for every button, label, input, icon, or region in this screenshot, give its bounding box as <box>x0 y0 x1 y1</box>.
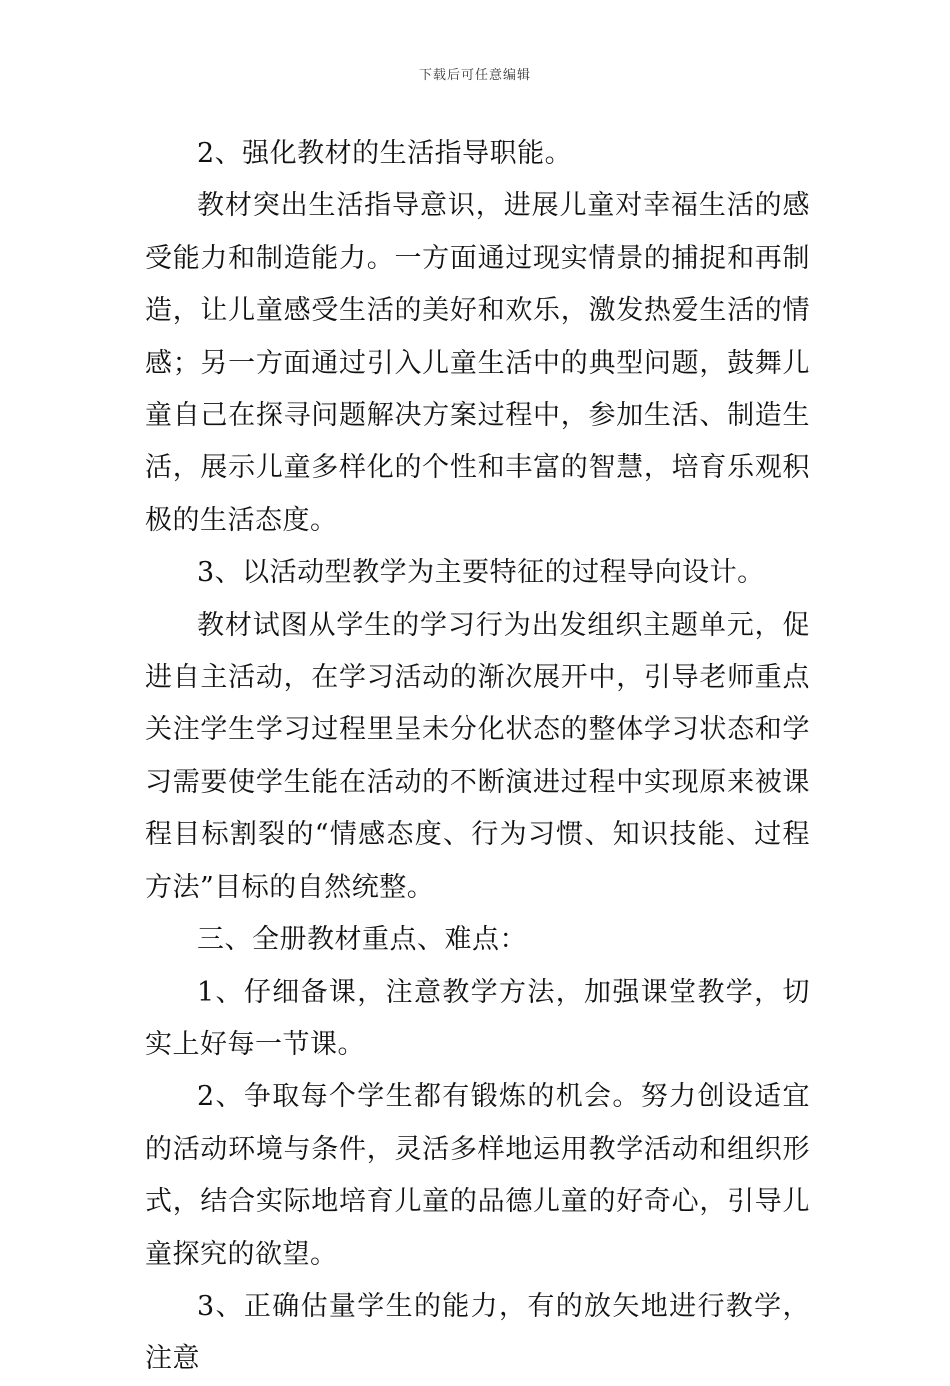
list-item-3: 3、正确估量学生的能力，有的放矢地进行教学，注意 <box>145 1290 810 1375</box>
page-header: 下载后可任意编辑 <box>418 68 531 83</box>
paragraph-heading-2: 2、强化教材的生活指导职能。 <box>197 138 573 169</box>
paragraph-body-1: 教材突出生活指导意识，进展儿童对幸福生活的感受能力和制造能力。一方面通过现实情景的捕捉和再制造，让儿童感受生活的美好和欢乐，激发热爱生活的情感；另一方面通过引入儿童生活中的典型问题，鼓舞儿童自己在探寻问题解决方案过程中，参加生活、制造生活，展示儿童多样化的个性和丰富的智慧，培育乐观积极的生活态度。 <box>145 190 810 536</box>
list-item-2: 2、争取每个学生都有锻炼的机会。努力创设适宜的活动环境与条件，灵活多样地运用教学活动和组织形式，结合实际地培育儿童的品德儿童的好奇心，引导儿童探究的欲望。 <box>145 1081 810 1270</box>
paragraph-body-2: 教材试图从学生的学习行为出发组织主题单元，促进自主活动，在学习活动的渐次展开中，引导老师重点关注学生学习过程里呈未分化状态的整体学习状态和学习需要使学生能在活动的不断演进过程中实现原来被课程目标割裂的“情感态度、行为习惯、知识技能、过程方法”目标的自然统整。 <box>145 609 810 903</box>
list-item-1: 1、仔细备课，注意教学方法，加强课堂教学，切实上好每一节课。 <box>145 976 810 1060</box>
section-heading-three: 三、全册教材重点、难点： <box>197 924 527 956</box>
paragraph-heading-3: 3、以活动型教学为主要特征的过程导向设计。 <box>197 557 765 589</box>
document-body <box>145 128 810 1386</box>
